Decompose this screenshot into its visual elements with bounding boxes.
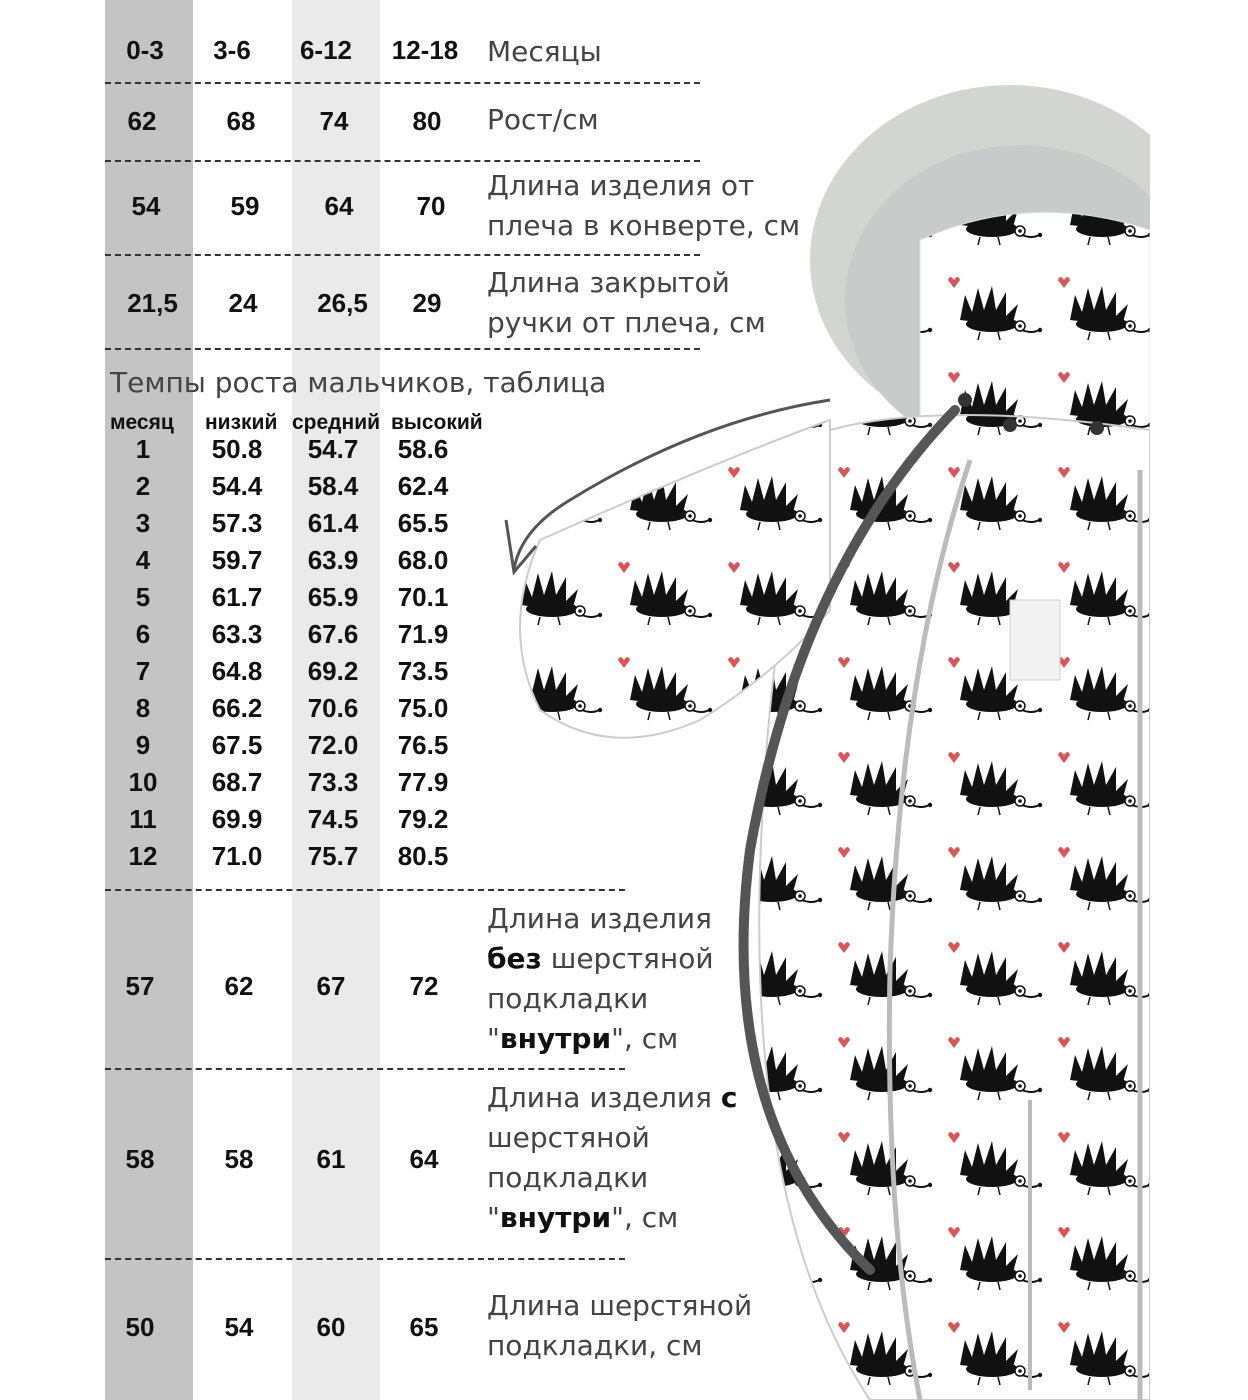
cell: 65	[409, 1312, 439, 1342]
header-month: месяц	[110, 411, 174, 434]
row-label: Длина изделия с	[487, 1081, 738, 1114]
cell: 26,5	[317, 288, 368, 318]
growth-table-cell: 62.4	[397, 471, 449, 501]
row-label: шерстяной	[487, 1121, 650, 1154]
growth-table-cell: 54.4	[211, 471, 263, 501]
growth-table-cell: 1	[135, 434, 151, 464]
growth-table-title: Темпы роста мальчиков, таблица	[110, 366, 607, 399]
cell: 62	[224, 971, 254, 1001]
growth-table-cell: 69.2	[307, 656, 359, 686]
growth-table-cell: 57.3	[211, 508, 263, 538]
growth-table-cell: 75.7	[307, 841, 359, 871]
cell: 72	[409, 971, 439, 1001]
row-label: Длина шерстяной	[487, 1289, 753, 1322]
growth-table-cell: 7	[135, 656, 151, 686]
cell: 70	[416, 191, 446, 221]
growth-table-cell: 50.8	[211, 434, 263, 464]
cell: 54	[224, 1312, 254, 1342]
growth-table-cell: 72.0	[307, 730, 359, 760]
growth-table-cell: 74.5	[307, 804, 359, 834]
growth-table-cell: 70.6	[307, 693, 359, 723]
cell: 57	[125, 971, 155, 1001]
row-label: Длина изделия от	[487, 169, 755, 202]
row-label: подкладки	[487, 1161, 649, 1194]
header-high: высокий	[391, 411, 483, 434]
growth-table-cell: 2	[135, 471, 151, 501]
growth-table-cell: 67.6	[307, 619, 359, 649]
growth-table-cell: 68.7	[211, 767, 263, 797]
row-label: Месяцы	[487, 35, 602, 68]
cell: 3-6	[213, 35, 251, 65]
row-label: Длина закрытой	[487, 266, 730, 299]
cell: 64	[324, 191, 354, 221]
row-label: без шерстяной	[487, 942, 714, 975]
cell: 12-18	[391, 35, 459, 65]
growth-table-cell: 63.3	[211, 619, 263, 649]
cell: 67	[316, 971, 346, 1001]
header-medium: средний	[292, 411, 381, 434]
cell: 6-12	[299, 35, 353, 65]
cell: 24	[228, 288, 258, 318]
cell: 54	[131, 191, 161, 221]
growth-table-cell: 61.7	[211, 582, 263, 612]
growth-table-cell: 69.9	[211, 804, 263, 834]
growth-table-cell: 73.3	[307, 767, 359, 797]
growth-table-cell: 80.5	[397, 841, 449, 871]
cell: 59	[230, 191, 260, 221]
cell: 58	[224, 1144, 254, 1174]
growth-table-cell: 59.7	[211, 545, 263, 575]
cell: 64	[409, 1144, 439, 1174]
cell: 74	[319, 106, 349, 136]
growth-table-cell: 10	[128, 767, 158, 797]
cell: 0-3	[126, 35, 164, 65]
growth-table-cell: 64.8	[211, 656, 263, 686]
growth-table-cell: 66.2	[211, 693, 263, 723]
growth-table-cell: 54.7	[307, 434, 359, 464]
row-label: ручки от плеча, см	[487, 306, 766, 339]
row-label: Длина изделия	[487, 902, 712, 935]
growth-table-cell: 3	[135, 508, 151, 538]
growth-table-cell: 71.0	[211, 841, 263, 871]
growth-table-cell: 71.9	[397, 619, 449, 649]
cell: 60	[316, 1312, 346, 1342]
growth-table-cell: 68.0	[397, 545, 449, 575]
growth-table-cell: 79.2	[397, 804, 449, 834]
row-label: подкладки, см	[487, 1329, 703, 1362]
growth-table-cell: 12	[128, 841, 158, 871]
growth-table-cell: 58.4	[307, 471, 359, 501]
header-low: низкий	[205, 411, 278, 434]
cell: 58	[125, 1144, 155, 1174]
growth-table-cell: 61.4	[307, 508, 359, 538]
cell: 80	[412, 106, 442, 136]
growth-table-cell: 73.5	[397, 656, 449, 686]
growth-table-cell: 77.9	[397, 767, 449, 797]
row-label: "внутри", см	[487, 1201, 679, 1234]
growth-table-cell: 63.9	[307, 545, 359, 575]
growth-table-cell: 9	[135, 730, 151, 760]
row-label: подкладки	[487, 982, 649, 1015]
row-label: Рост/см	[487, 103, 599, 136]
growth-table-cell: 70.1	[397, 582, 449, 612]
cell: 50	[125, 1312, 155, 1342]
envelope-overall-illustration	[500, 70, 1150, 1400]
growth-table-cell: 75.0	[397, 693, 449, 723]
growth-table-cell: 65.5	[397, 508, 449, 538]
growth-table-cell: 8	[135, 693, 151, 723]
cell: 29	[412, 288, 442, 318]
row-label: плеча в конверте, см	[487, 209, 801, 242]
growth-table-cell: 4	[135, 545, 151, 575]
growth-table-cell: 67.5	[211, 730, 263, 760]
cell: 61	[316, 1144, 346, 1174]
cell: 62	[127, 106, 157, 136]
growth-table-cell: 6	[135, 619, 151, 649]
growth-table-cell: 65.9	[307, 582, 359, 612]
row-label: "внутри", см	[487, 1022, 679, 1055]
growth-table-cell: 5	[135, 582, 151, 612]
cell: 68	[226, 106, 256, 136]
growth-table-cell: 11	[129, 804, 157, 834]
growth-table-cell: 76.5	[397, 730, 449, 760]
cell: 21,5	[127, 288, 178, 318]
growth-table-cell: 58.6	[397, 434, 449, 464]
